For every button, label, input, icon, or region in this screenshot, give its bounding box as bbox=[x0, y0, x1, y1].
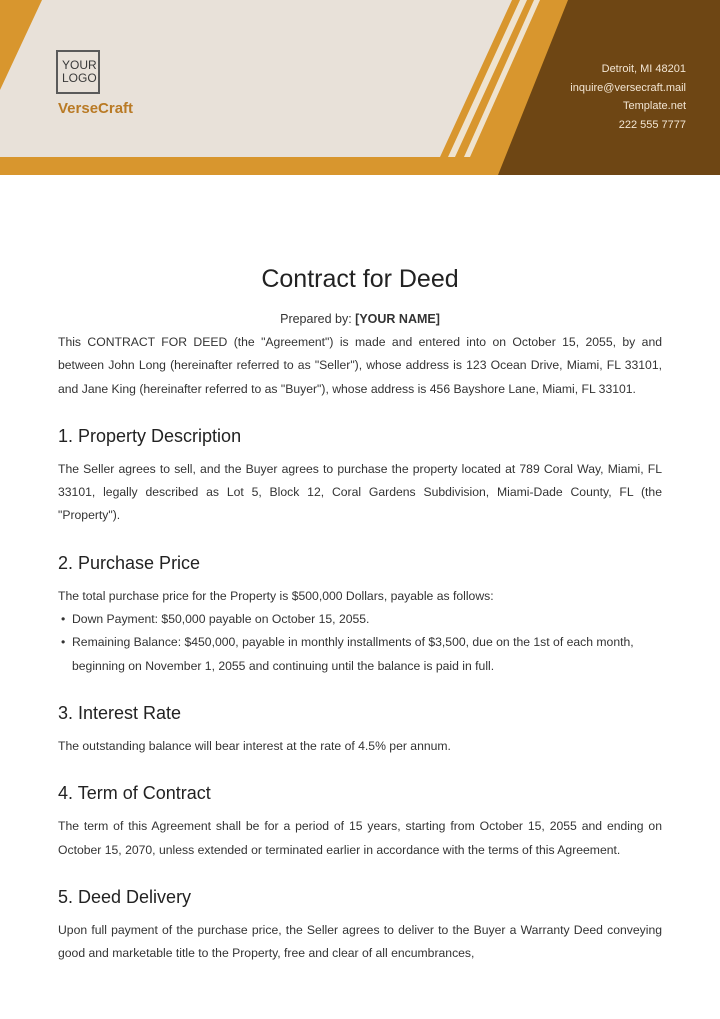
logo-text-line2: LOGO bbox=[62, 71, 97, 85]
prepared-by-value: [YOUR NAME] bbox=[355, 312, 440, 326]
purchase-price-bullet-list bbox=[58, 608, 662, 678]
prepared-by-line bbox=[58, 310, 662, 328]
section-heading-purchase-price: 2. Purchase Price bbox=[58, 552, 201, 573]
brand-name: VerseCraft bbox=[58, 100, 134, 117]
document-header bbox=[0, 0, 720, 175]
section-text-property-description: The Seller agrees to sell, and the Buyer agrees to purchase the property located at 789 Coral Way, Miami, FL 33101, legally described as Lot 5, Block 12, Coral Gardens Subdivision, Miami-Dade County, FL (the "Property"). bbox=[58, 461, 662, 523]
logo-text-line1: YOUR bbox=[62, 58, 97, 72]
section-heading-deed-delivery: 5. Deed Delivery bbox=[58, 886, 192, 907]
contact-phone: 222 555 7777 bbox=[618, 118, 686, 131]
section-heading-property-description: 1. Property Description bbox=[58, 425, 242, 446]
document-title: Contract for Deed bbox=[261, 265, 459, 293]
bullet-remaining-balance: • Remaining Balance: $450,000, payable in monthly installments of $3,500, due on the 1st of each month, beginning on November 1, 2055 and continuing until the balance is paid in full. bbox=[58, 631, 662, 678]
prepared-by-label: Prepared by: bbox=[280, 312, 352, 326]
logo-placeholder bbox=[56, 50, 100, 94]
contact-block bbox=[570, 60, 686, 134]
contact-website[interactable]: Template.net bbox=[623, 100, 686, 112]
contact-address: Detroit, MI 48201 bbox=[601, 63, 686, 75]
section-text-purchase-price: The total purchase price for the Property is $500,000 Dollars, payable as follows: bbox=[58, 588, 494, 603]
section-text-term-of-contract: The term of this Agreement shall be for a period of 15 years, starting from October 15, 2055 and ending on October 15, 2070, unless extended or terminated earlier in accordance with the terms of this Agreement. bbox=[58, 819, 662, 857]
bullet-down-payment: • Down Payment: $50,000 payable on October 15, 2055. bbox=[58, 608, 662, 631]
section-text-deed-delivery: Upon full payment of the purchase price, the Seller agrees to deliver to the Buyer a Warranty Deed conveying good and marketable title to the Property, free and clear of all encumbrances, bbox=[58, 922, 662, 961]
section-heading-interest-rate: 3. Interest Rate bbox=[58, 702, 182, 723]
section-heading-term-of-contract: 4. Term of Contract bbox=[58, 783, 211, 804]
contact-email[interactable]: inquire@versecraft.mail bbox=[570, 81, 686, 94]
intro-paragraph: This CONTRACT FOR DEED (the "Agreement") is made and entered into on October 15, 2055, by and between John Long (hereinafter referred to as "Seller"), whose address is 123 Ocean Drive, Miami, FL 33101, and Jane King (hereinafter referred to as "Buyer"), whose address is 456 Bayshore Lane, Miami, FL 33101. bbox=[58, 335, 662, 396]
document-body bbox=[58, 262, 662, 965]
section-text-interest-rate: The outstanding balance will bear interest at the rate of 4.5% per annum. bbox=[58, 738, 451, 753]
